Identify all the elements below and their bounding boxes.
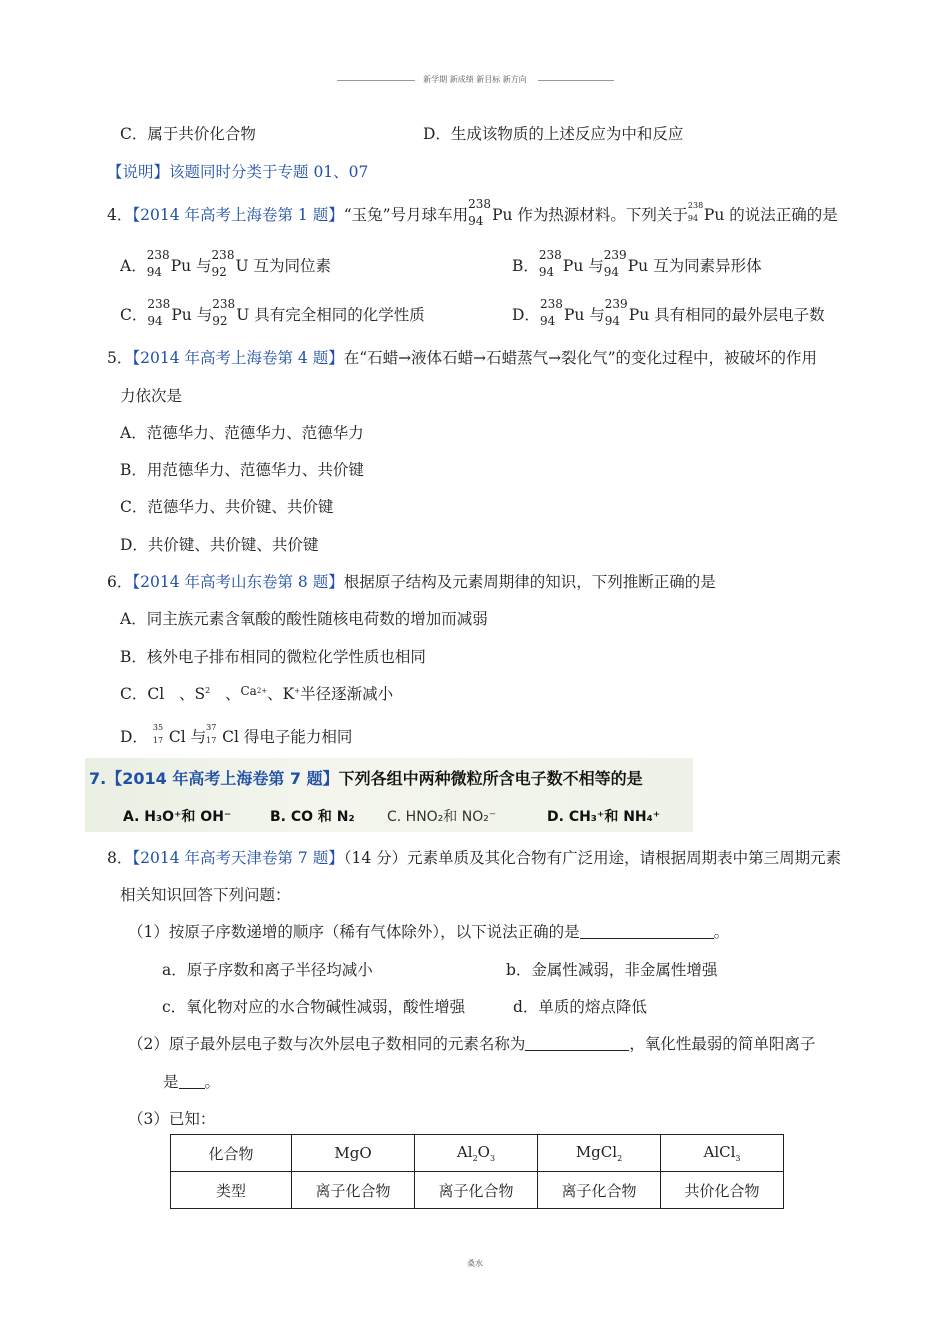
q8-stem: 8．【2014 年高考天津卷第 7 题】（14 分）元素单质及其化合物有广泛用途，请根据周期表中第三周期元素 (107, 849, 842, 867)
q6-option-d: D． 35 17 Cl 与 37 17 Cl 得电子能力相同 (120, 723, 353, 746)
q5-stem-cont: 力依次是 (120, 387, 183, 405)
q5-option-d: D．共价键、共价键、共价键 (120, 536, 319, 554)
note-text: 该题同时分类于专题 01、07 (169, 163, 369, 181)
q7-option-c: C. HNO₂和 NO₂⁻ (387, 809, 497, 825)
q5-source: 【2014 年高考上海卷第 4 题】 (132, 349, 344, 367)
pu238-isotope: 238 94 (468, 197, 491, 228)
q8-part1-a: a．原子序数和离子半径均减小 (162, 961, 373, 979)
q4-option-b: B． 238 94 Pu 与 239 94 Pu 互为同素异形体 (512, 248, 762, 279)
q4-source: 【2014 年高考上海卷第 1 题】 (132, 206, 344, 224)
q6-option-a: A．同主族元素含氧酸的酸性随核电荷数的增加而减弱 (120, 610, 488, 628)
q5-stem: 5．【2014 年高考上海卷第 4 题】在“石蜡→液体石蜡→石蜡蒸气→裂化气”的变化过程中，被破坏的作用 (107, 349, 818, 367)
q4-option-c: C． 238 94 Pu 与 238 92 U 具有完全相同的化学性质 (120, 297, 425, 328)
q8-part1-c: c．氧化物对应的水合物碱性减弱，酸性增强 (162, 998, 466, 1016)
q8-part1-b: b．金属性减弱，非金属性增强 (506, 961, 718, 979)
q5-option-a: A．范德华力、范德华力、范德华力 (120, 424, 364, 442)
q7-source: 7.【2014 年高考上海卷第 7 题】 (89, 769, 339, 788)
q6-stem: 6．【2014 年高考山东卷第 8 题】根据原子结构及元素周期律的知识，下列推断正确的是 (107, 573, 716, 591)
q4-stem: 4．【2014 年高考上海卷第 1 题】“玉兔”号月球车用 238 94 Pu 作为热源材料。下列关于 238 94 Pu 的说法正确的是 (107, 197, 838, 228)
table-cell: 类型 (171, 1172, 292, 1209)
q7-option-a: A. H₃O⁺和 OH⁻ (123, 809, 232, 825)
table-cell: 化合物 (171, 1135, 292, 1172)
table-cell: MgO (292, 1135, 415, 1172)
q4-option-d: D． 238 94 Pu 与 239 94 Pu 具有相同的最外层电子数 (512, 297, 825, 328)
q5-option-b: B．用范德华力、范德华力、共价键 (120, 461, 364, 479)
q8-part2-cont: 是 。 (163, 1073, 221, 1091)
q8-part3: （3）已知： (128, 1110, 216, 1128)
q6-option-c: C．Cl 、$S^2$ 、$^{Ca2+}$、K+半径逐渐减小 (120, 684, 394, 703)
q7-option-b: B. CO 和 N₂ (270, 809, 355, 825)
page-footer: 桑水 (467, 1259, 483, 1268)
q5-option-c: C．范德华力、共价键、共价键 (120, 498, 334, 516)
q3-option-d: D．生成该物质的上述反应为中和反应 (423, 125, 684, 143)
table-cell: 离子化合物 (538, 1172, 661, 1209)
q8-part2: （2）原子最外层电子数与次外层电子数相同的元素名称为 ，氧化性最弱的简单阳离子 (128, 1035, 816, 1053)
note-bracket: 【说明】 (107, 163, 170, 181)
q8-part2-blank (525, 1036, 629, 1051)
q7-stem: 下列各组中两种微粒所含电子数不相等的是 (338, 769, 643, 788)
q8-part2-blank2 (179, 1074, 205, 1089)
q8-source: 【2014 年高考天津卷第 7 题】 (132, 849, 344, 867)
pu238-isotope-small: 238 94 (687, 201, 704, 223)
table-row (171, 1172, 784, 1209)
q8-part1-d: d．单质的熔点降低 (513, 998, 647, 1016)
table-row (171, 1135, 784, 1172)
q3-option-c: C．属于共价化合物 (120, 125, 256, 143)
q4-option-a: A． 238 94 Pu 与 238 92 U 互为同位素 (120, 248, 332, 279)
header-rule-right (538, 80, 614, 81)
q8-stem-cont: 相关知识回答下列问题： (120, 886, 291, 904)
q8-part1-blank (580, 924, 714, 939)
compound-table (170, 1134, 784, 1209)
table-cell: MgCl$_2$ (538, 1135, 661, 1172)
q6-source: 【2014 年高考山东卷第 8 题】 (132, 573, 344, 591)
q7-option-d: D. CH₃⁺和 NH₄⁺ (547, 809, 661, 825)
q7-stem-line (89, 766, 643, 789)
note (107, 160, 368, 182)
table-cell: 共价化合物 (661, 1172, 784, 1209)
table-cell: 离子化合物 (415, 1172, 538, 1209)
q7-image (85, 758, 693, 832)
q6-option-b: B．核外电子排布相同的微粒化学性质也相同 (120, 648, 426, 666)
q8-part1: （1）按原子序数递增的顺序（稀有气体除外），以下说法正确的是 。 (128, 923, 730, 941)
page-header: 新学期 新成绩 新目标 新方向 (423, 75, 527, 84)
table-cell: AlCl$_3$ (661, 1135, 784, 1172)
table-cell: $Al_2O_3$ (415, 1135, 538, 1172)
table-cell: 离子化合物 (292, 1172, 415, 1209)
